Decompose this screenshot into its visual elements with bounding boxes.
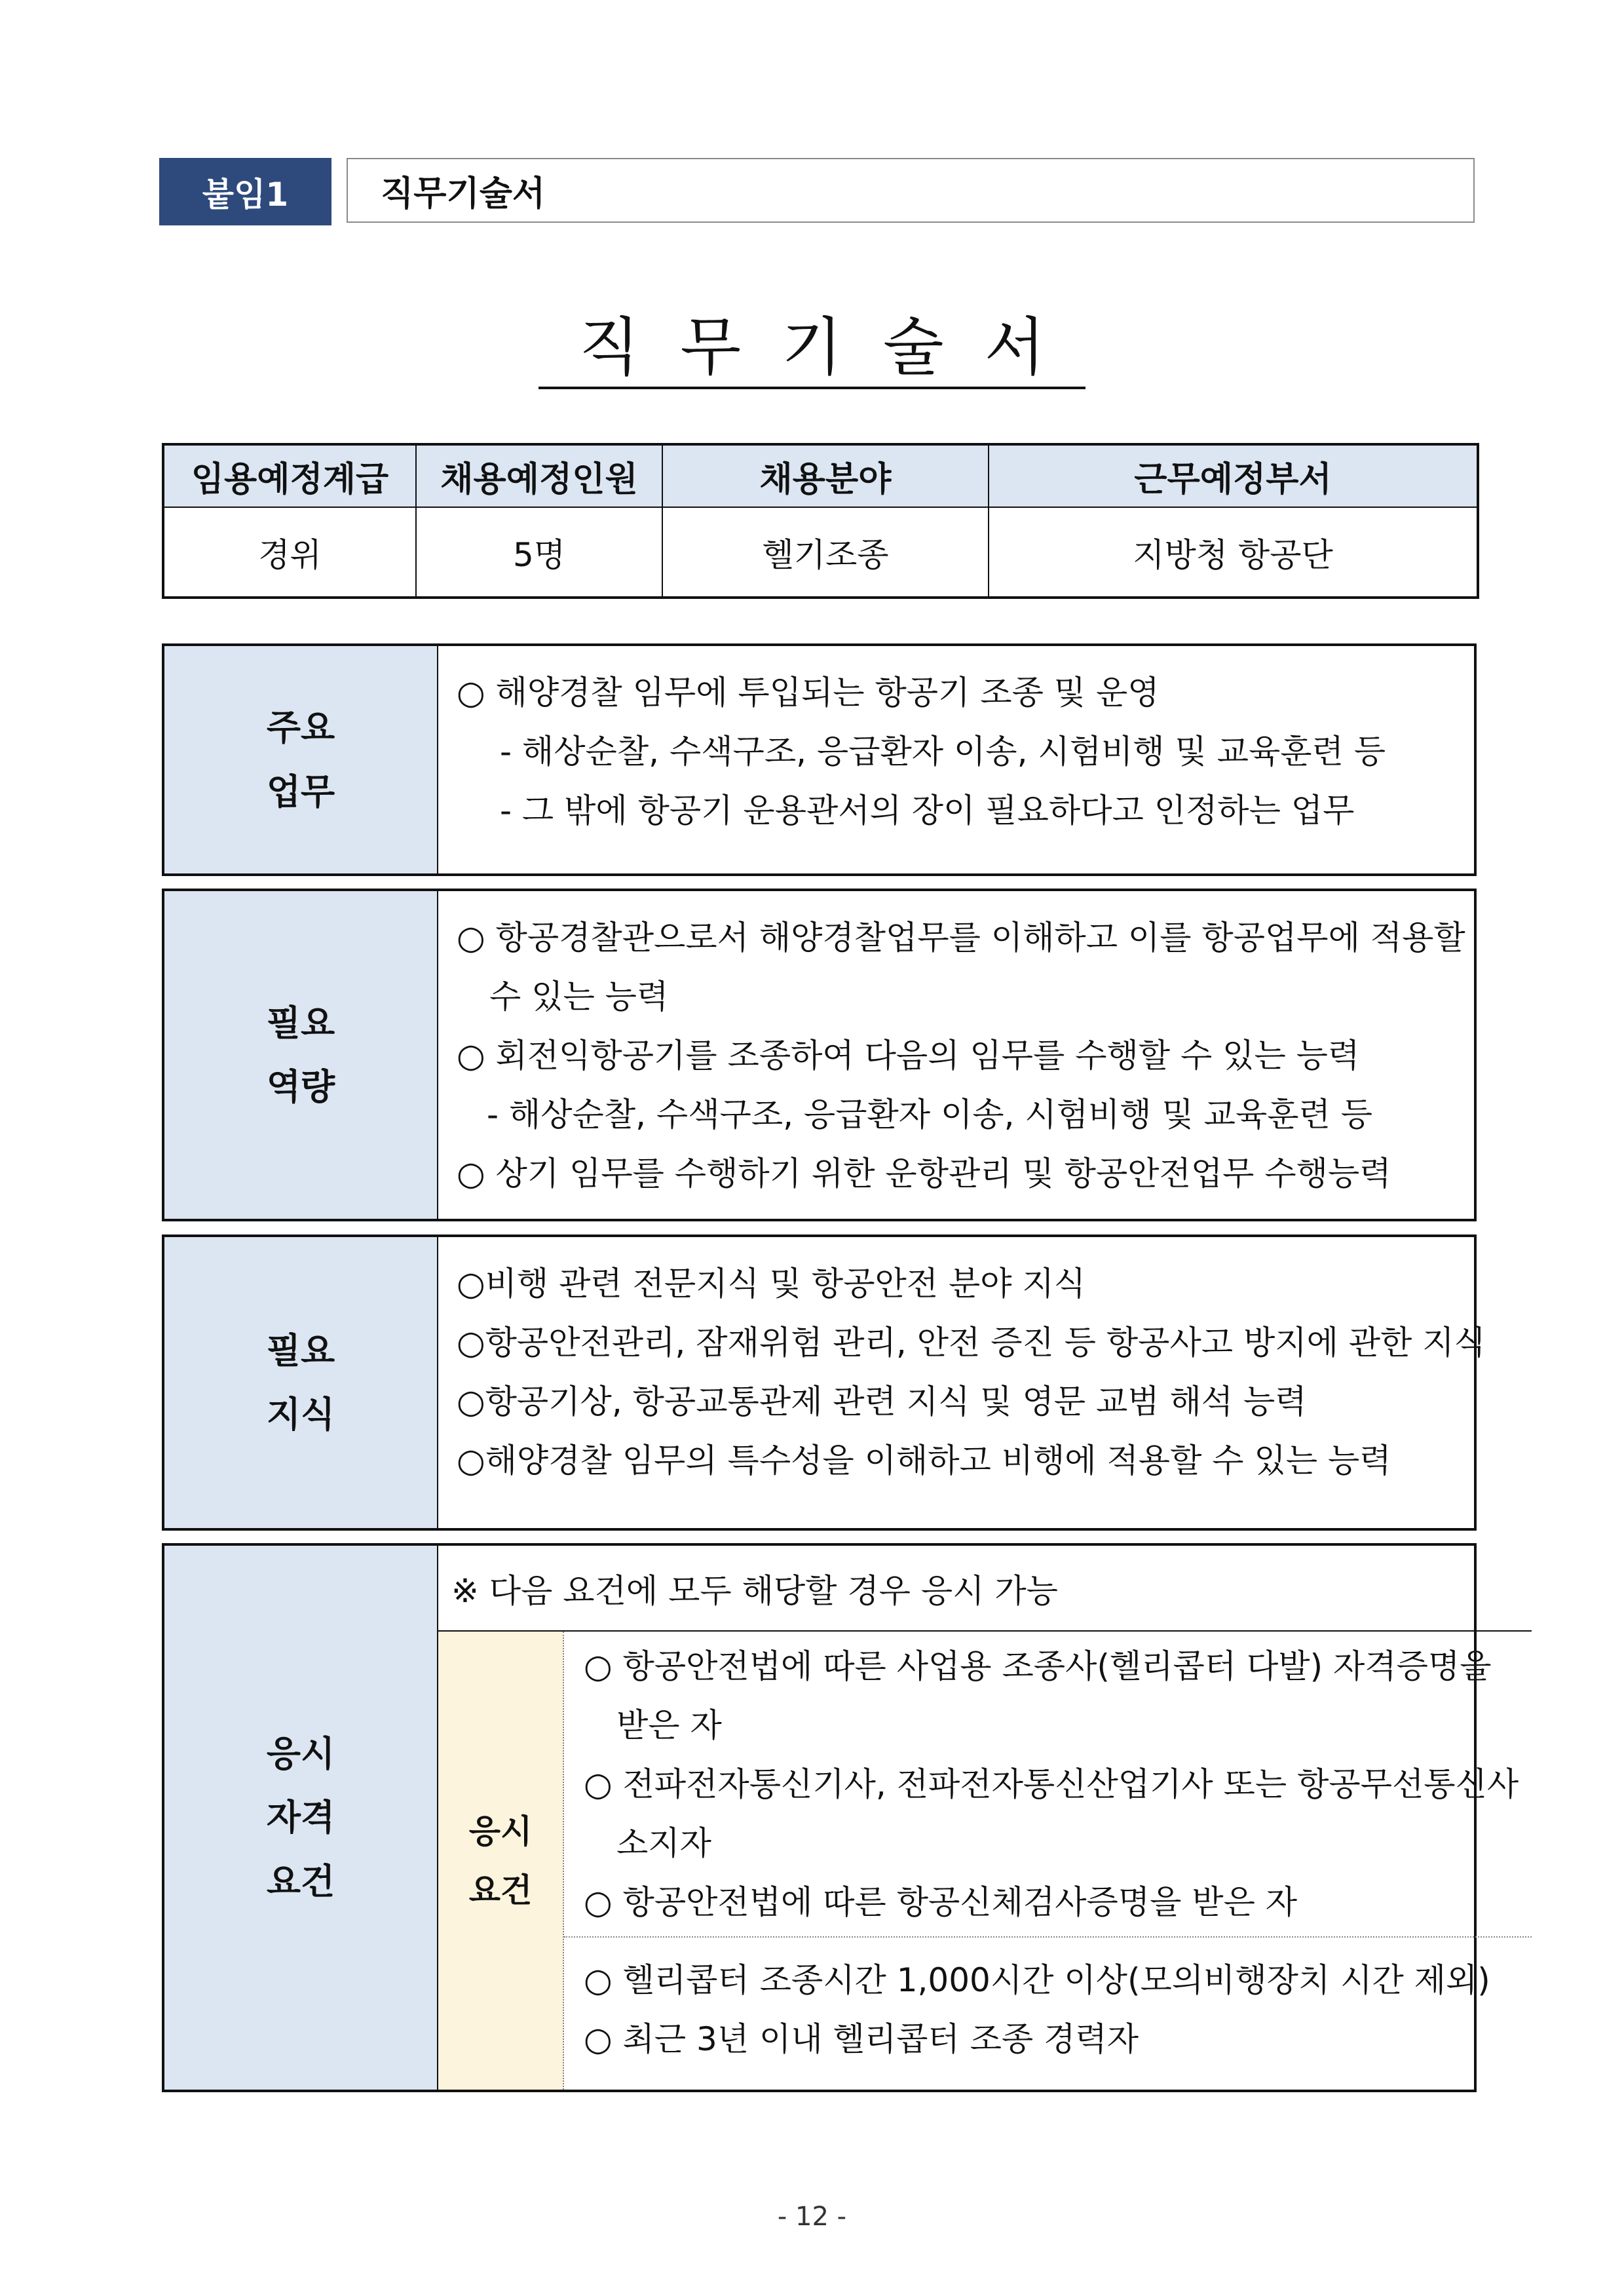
label-line: 지식 <box>266 1394 335 1435</box>
competency-line: 수 있는 능력 <box>489 978 669 1016</box>
value-headcount: 5명 <box>416 507 662 598</box>
page-number: - 12 - <box>777 2202 847 2232</box>
label-line: 주요 <box>266 707 335 749</box>
value-field: 헬기조종 <box>662 507 989 598</box>
header-headcount: 채용예정인원 <box>416 444 662 507</box>
requirement-line: ○ 전파전자통신기사, 전파전자통신산업기사 또는 항공무선통신사 <box>584 1765 1519 1803</box>
requirement-line: ○ 항공안전법에 따른 항공신체검사증명을 받은 자 <box>584 1883 1298 1921</box>
competency-line: ○ 회전익항공기를 조종하여 다음의 임무를 수행할 수 있는 능력 <box>457 1037 1360 1075</box>
label-line: 필요 <box>266 1330 335 1371</box>
value-department: 지방청 항공단 <box>989 507 1478 598</box>
requirement-group-a <box>564 1632 1532 1938</box>
competency-line: ○ 상기 임무를 수행하기 위한 운항관리 및 항공안전업무 수행능력 <box>457 1155 1391 1193</box>
label-line: 요건 <box>266 1860 335 1902</box>
requirement-line: 받은 자 <box>616 1706 722 1744</box>
document-title-container <box>0 308 1624 389</box>
section-main-duties <box>162 643 1477 876</box>
header-title: 직무기술서 <box>381 174 546 214</box>
label-line: 역량 <box>266 1066 335 1107</box>
header-rank: 임용예정계급 <box>163 444 416 507</box>
document-title: 직무기술서 <box>538 308 1086 389</box>
label-line: 자격 <box>266 1797 335 1839</box>
duty-line: - 그 밖에 항공기 운용관서의 장이 필요하다고 인정하는 업무 <box>500 792 1355 830</box>
attachment-badge: 붙임1 <box>159 158 331 225</box>
value-rank: 경위 <box>163 507 416 598</box>
section-label-competency <box>164 891 438 1219</box>
requirement-sublabel <box>438 1632 564 2090</box>
section-body-competency <box>438 891 1479 1219</box>
knowledge-line: ○해양경찰 임무의 특수성을 이해하고 비행에 적용할 수 있는 능력 <box>457 1442 1391 1480</box>
knowledge-line: ○항공안전관리, 잠재위험 관리, 안전 증진 등 항공사고 방지에 관한 지식 <box>457 1324 1486 1362</box>
header-field: 채용분야 <box>662 444 989 507</box>
info-table-value-row <box>163 507 1478 598</box>
header-department: 근무예정부서 <box>989 444 1478 507</box>
header-title-box <box>347 158 1475 223</box>
requirement-group-b <box>564 1938 1532 2090</box>
duty-line: ○ 해양경찰 임무에 투입되는 항공기 조종 및 운영 <box>457 674 1160 712</box>
section-body-knowledge <box>438 1237 1499 1528</box>
requirement-line: ○ 항공안전법에 따른 사업용 조종사(헬리콥터 다발) 자격증명을 <box>584 1647 1492 1685</box>
section-competency <box>162 889 1477 1221</box>
section-knowledge <box>162 1234 1486 1531</box>
label-line: 응시 <box>266 1733 335 1775</box>
section-label-knowledge <box>164 1237 438 1528</box>
requirement-line: ○ 최근 3년 이내 헬리콥터 조종 경력자 <box>584 2020 1139 2058</box>
requirement-list <box>564 1632 1532 2090</box>
sublabel-line: 요건 <box>468 1871 533 1909</box>
knowledge-line: ○비행 관련 전문지식 및 항공안전 분야 지식 <box>457 1265 1086 1303</box>
section-label-qualification <box>164 1546 438 2090</box>
label-line: 업무 <box>266 771 335 813</box>
info-table-header-row <box>163 444 1478 507</box>
competency-line: - 해상순찰, 수색구조, 응급환자 이송, 시험비행 및 교육훈련 등 <box>487 1096 1373 1134</box>
sublabel-line: 응시 <box>468 1812 533 1850</box>
section-label-main-duties <box>164 646 438 873</box>
label-line: 필요 <box>266 1002 335 1044</box>
duty-line: - 해상순찰, 수색구조, 응급환자 이송, 시험비행 및 교육훈련 등 <box>500 733 1386 771</box>
section-qualification <box>162 1543 1519 2092</box>
section-body-main-duties <box>438 646 1474 873</box>
qualification-notice: ※ 다음 요건에 모두 해당할 경우 응시 가능 <box>438 1546 1532 1632</box>
requirement-line: ○ 헬리콥터 조종시간 1,000시간 이상(모의비행장치 시간 제외) <box>584 1961 1490 1999</box>
requirement-row <box>438 1632 1532 2090</box>
qualification-content <box>438 1546 1532 2090</box>
info-table <box>162 443 1479 599</box>
knowledge-line: ○항공기상, 항공교통관제 관련 지식 및 영문 교범 해석 능력 <box>457 1383 1307 1421</box>
requirement-line: 소지자 <box>616 1824 711 1862</box>
competency-line: ○ 항공경찰관으로서 해양경찰업무를 이해하고 이를 항공업무에 적용할 <box>457 919 1465 957</box>
